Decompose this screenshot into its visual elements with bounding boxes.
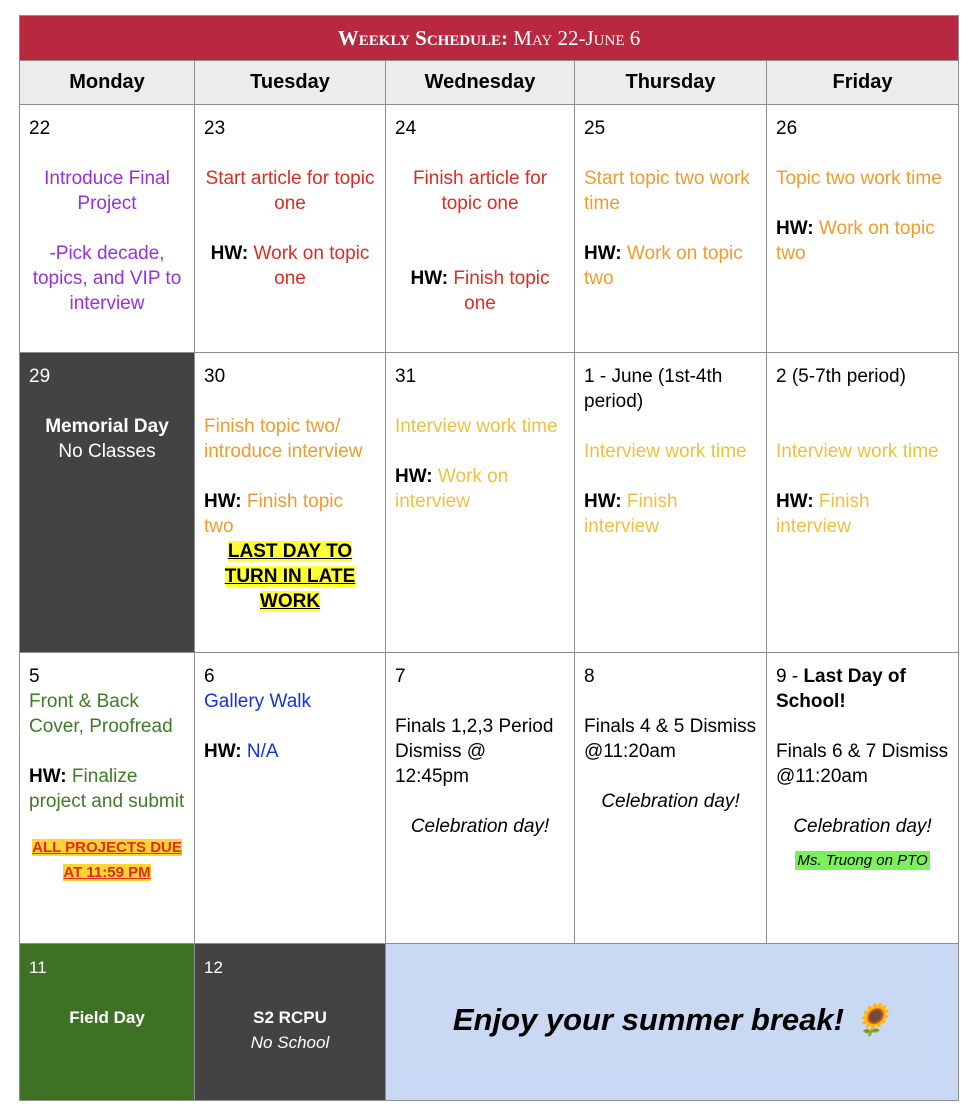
hw-label: HW: — [29, 766, 67, 787]
task-text: Introduce Final Project — [44, 168, 170, 214]
hw-label: HW: — [776, 491, 814, 512]
holiday-title: Memorial Day — [45, 416, 169, 437]
date-number: 1 - June (1st-4th period) — [584, 366, 723, 412]
header-tuesday: Tuesday — [195, 61, 386, 105]
last-day-label: Last Day of School! — [776, 666, 906, 712]
task-text: Finals 4 & 5 Dismiss @11:20am — [584, 716, 757, 762]
date-number: 23 — [204, 118, 226, 139]
hw-label: HW: — [395, 466, 433, 487]
task-text: Interview work time — [395, 416, 558, 437]
celebration-note: Celebration day! — [601, 791, 740, 812]
celebration-note: Celebration day! — [793, 816, 932, 837]
hw-label: HW: — [204, 491, 242, 512]
task-text: Finish topic two/ introduce interview — [204, 416, 363, 462]
hw-text: N/A — [246, 741, 279, 762]
hw-label: HW: — [210, 243, 249, 264]
date-number: 31 — [395, 366, 417, 387]
task-text: Finals 6 & 7 Dismiss @11:20am — [776, 741, 949, 787]
date-number: 24 — [395, 118, 417, 139]
day-cell-june-11 — [20, 944, 195, 1101]
task-text: Interview work time — [776, 441, 939, 462]
hw-text: Finalize project and submit — [29, 766, 185, 812]
date-number: 12 — [204, 958, 223, 977]
date-number: 2 (5-7th period) — [776, 366, 906, 387]
hw-label: HW: — [410, 268, 449, 289]
day-cell-25 — [575, 105, 767, 353]
task-text: Front & Back Cover, Proofread — [29, 691, 173, 737]
day-cell-23 — [195, 105, 386, 353]
day-cell-31 — [386, 353, 575, 653]
schedule-title — [20, 16, 959, 61]
day-cell-29 — [20, 353, 195, 653]
day-cell-30 — [195, 353, 386, 653]
summer-break-text: Enjoy your summer break! 🌻 — [452, 1002, 892, 1037]
date-number: 26 — [776, 118, 798, 139]
celebration-note: Celebration day! — [410, 816, 550, 837]
hw-text: Work on topic one — [253, 243, 370, 289]
header-wednesday: Wednesday — [386, 61, 575, 105]
day-cell-24 — [386, 105, 575, 353]
event-title: Field Day — [69, 1008, 145, 1027]
weekly-schedule-table — [19, 15, 959, 1101]
pto-note: Ms. Truong on PTO — [797, 852, 928, 869]
header-monday: Monday — [20, 61, 195, 105]
hw-text: Finish interview — [584, 491, 678, 537]
hw-label: HW: — [584, 243, 622, 264]
day-cell-june-2 — [767, 353, 959, 653]
date-number: 7 — [395, 666, 406, 687]
day-cell-june-12 — [195, 944, 386, 1101]
hw-text: Finish topic one — [453, 268, 550, 314]
task-text: Interview work time — [584, 441, 747, 462]
day-cell-june-8 — [575, 653, 767, 944]
hw-label: HW: — [584, 491, 622, 512]
title-dates: May 22-June 6 — [513, 25, 641, 50]
hw-text: Finish interview — [776, 491, 870, 537]
day-cell-22 — [20, 105, 195, 353]
date-number: 22 — [29, 118, 51, 139]
header-thursday: Thursday — [575, 61, 767, 105]
task-detail: -Pick decade, topics, and VIP to interview — [32, 243, 182, 314]
late-work-alert: LAST DAY TO TURN IN LATE WORK — [224, 541, 356, 612]
task-text: Finish article for topic one — [412, 168, 548, 214]
event-subtitle: No School — [250, 1033, 330, 1052]
day-cell-june-6 — [195, 653, 386, 944]
task-text: Gallery Walk — [204, 691, 311, 712]
hw-text: Work on topic two — [776, 218, 935, 264]
title-label: Weekly Schedule: — [337, 25, 509, 50]
hw-label: HW: — [776, 218, 814, 239]
date-number: 29 — [29, 366, 51, 387]
holiday-subtitle: No Classes — [58, 441, 156, 462]
hw-text: Finish topic two — [204, 491, 344, 537]
date-number: 8 — [584, 666, 595, 687]
date-number: 5 — [29, 666, 40, 687]
day-cell-june-1 — [575, 353, 767, 653]
projects-due-alert: ALL PROJECTS DUE AT 11:59 PM — [32, 839, 182, 881]
hw-label: HW: — [204, 741, 242, 762]
task-text: Start article for topic one — [205, 168, 375, 214]
day-cell-june-5 — [20, 653, 195, 944]
date-number: 6 — [204, 666, 215, 687]
date-number: 30 — [204, 366, 226, 387]
task-text: Finals 1,2,3 Period Dismiss @ 12:45pm — [395, 716, 554, 787]
date-number: 11 — [29, 958, 47, 977]
day-cell-26 — [767, 105, 959, 353]
hw-text: Work on topic two — [584, 243, 743, 289]
hw-text: Work on interview — [395, 466, 509, 512]
header-friday: Friday — [767, 61, 959, 105]
event-title: S2 RCPU — [253, 1008, 327, 1027]
day-cell-june-7 — [386, 653, 575, 944]
day-cell-june-9 — [767, 653, 959, 944]
date-number: 25 — [584, 118, 606, 139]
summer-break-banner — [386, 944, 959, 1101]
date-number: 9 - — [776, 666, 804, 687]
task-text: Start topic two work time — [584, 168, 750, 214]
task-text: Topic two work time — [776, 168, 942, 189]
